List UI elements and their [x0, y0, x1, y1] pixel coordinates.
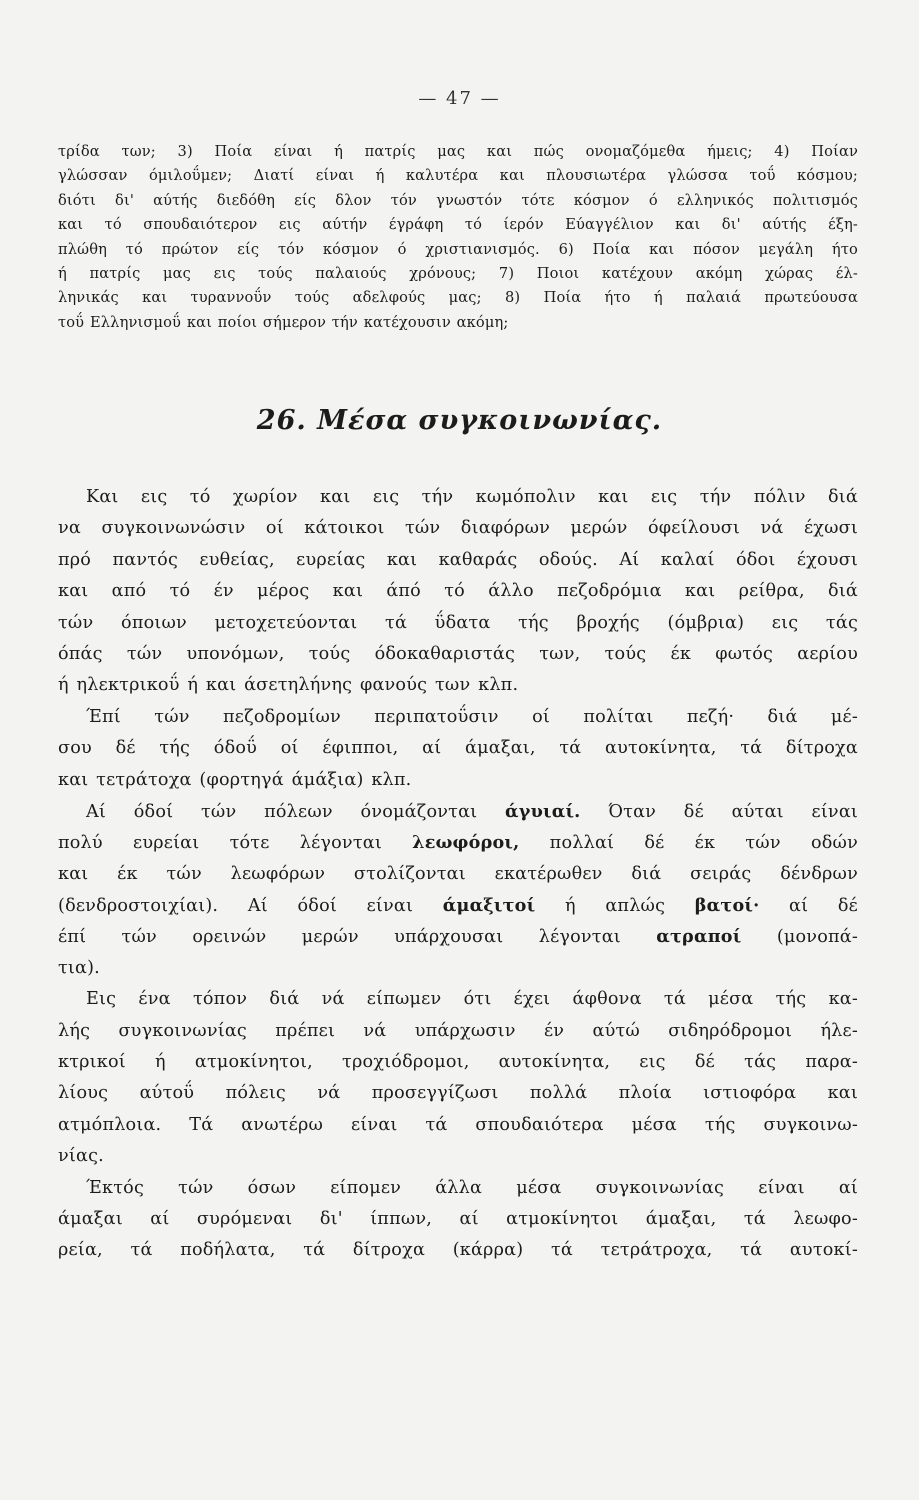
text-line	[58, 545, 858, 576]
text-segment: έπί τών ορεινών μερών υπάρχουσαι λέγονται	[58, 927, 657, 948]
text-line	[58, 733, 858, 764]
text-segment: να συγκοινωνώσιν οί κάτοικοι τών διαφόρων μερών όφείλουσι νά έχωσι	[58, 518, 858, 539]
text-line	[58, 1173, 858, 1204]
text-line: πλώθη τό πρώτον είς τόν κόσμον ό χριστιανισμός. 6) Ποία και πόσον μεγάλη ήτο	[58, 240, 858, 258]
text-line	[58, 1235, 858, 1266]
text-segment: ή ηλεκτρικοΰ ή και άσετηλήνης φανούς των κλπ.	[58, 675, 519, 696]
text-line	[58, 608, 858, 639]
text-line: ή πατρίς μας εις τούς παλαιούς χρόνους; 7) Ποιοι κατέχουν ακόμη χώρας έλ-	[58, 264, 858, 282]
text-line	[58, 827, 858, 858]
section-body-text	[58, 482, 858, 1267]
bold-term: άμαξιτοί	[442, 895, 536, 917]
text-line	[58, 1110, 858, 1141]
text-segment: πολλαί δέ έκ τών οδών	[519, 833, 858, 854]
text-line: τρίδα των; 3) Ποία είναι ή πατρίς μας και πώς ονομαζόμεθα ήμεις; 4) Ποίαν	[58, 143, 858, 160]
text-segment: ατμόπλοια. Τά ανωτέρω είναι τά σπουδαιότερα μέσα τής συγκοινω-	[58, 1114, 858, 1135]
text-line: γλώσσαν όμιλοΰμεν; Διατί είναι ή καλυτέρα και πλουσιωτέρα γλώσσα τοΰ κόσμου;	[58, 167, 858, 185]
text-segment: κτρικοί ή ατμοκίνητοι, τροχιόδρομοι, αυτοκίνητα, εις δέ τάς παρα-	[58, 1052, 858, 1073]
bold-term: άγυιαί.	[505, 800, 581, 822]
page-number: — 47 —	[418, 88, 501, 109]
bold-term: λεωφόροι,	[412, 832, 520, 854]
text-line: και τό σπουδαιότερον εις αύτήν έγράφη τό ίερόν Εύαγγέλιον και δι' αύτής έξη-	[58, 216, 858, 234]
text-line	[58, 921, 858, 952]
text-segment: όπάς τών υπονόμων, τούς όδοκαθαριστάς των, τούς έκ φωτός αερίου	[58, 643, 858, 664]
text-segment: (δενδροστοιχίαι). Αί όδοί είναι	[58, 896, 443, 917]
text-segment: ρεία, τά ποδήλατα, τά δίτροχα (κάρρα) τά τετράτροχα, τά αυτοκί-	[58, 1240, 858, 1261]
bold-term: βατοί·	[694, 895, 760, 917]
text-line	[58, 1141, 858, 1172]
text-line	[58, 482, 858, 513]
text-line	[58, 1078, 858, 1109]
text-segment: πολύ ευρείαι τότε λέγονται	[58, 833, 413, 854]
text-line: διότι δι' αύτής διεδόθη είς δλον τόν γνωστόν τότε κόσμον ό ελληνικός πολιτισμός	[58, 191, 858, 209]
text-line	[58, 890, 858, 921]
text-line	[58, 1016, 858, 1047]
text-line	[58, 702, 858, 733]
text-line	[58, 1204, 858, 1235]
text-line	[58, 639, 858, 670]
text-line	[58, 576, 858, 607]
text-segment: τών όποιων μετοχετεύονται τά ΰδατα τής βροχής (όμβρια) εις τάς	[58, 612, 858, 633]
text-line: ληνικάς και τυραννοΰν τούς αδελφούς μας; 8) Ποία ήτο ή παλαιά πρωτεύουσα	[58, 289, 858, 307]
bold-term: ατραποί	[656, 926, 742, 948]
text-segment: και έκ τών λεωφόρων στολίζονται εκατέρωθεν διά σειράς δένδρων	[58, 863, 858, 884]
section-heading: 26. Μέσα συγκοινωνίας.	[256, 405, 663, 436]
text-segment: Και εις τό χωρίον και εις τήν κωμόπολιν και εις τήν πόλιν διά	[86, 487, 858, 507]
text-line	[58, 1047, 858, 1078]
text-line: τοΰ Ελληνισμοΰ και ποίοι σήμερον τήν κατέχουσιν ακόμη;	[58, 313, 509, 331]
text-segment: άμαξαι αί συρόμεναι δι' ίππων, αί ατμοκίνητοι άμαξαι, τά λεωφο-	[58, 1208, 858, 1229]
text-segment: πρό παντός ευθείας, ευρείας και καθαράς οδούς. Αί καλαί όδοι έχουσι	[58, 549, 858, 570]
text-line	[58, 796, 858, 827]
text-segment: Αί όδοί τών πόλεων όνομάζονται	[86, 801, 506, 822]
text-line	[58, 670, 858, 701]
text-segment: Όταν δέ αύται είναι	[580, 801, 858, 822]
text-line	[58, 953, 858, 984]
text-line	[58, 513, 858, 544]
text-segment: λίους αύτοΰ πόλεις νά προσεγγίζωσι πολλά πλοία ιστιοφόρα και	[58, 1083, 858, 1104]
text-segment: νίας.	[58, 1146, 104, 1167]
text-segment: σου δέ τής όδοΰ οί έφιπποι, αί άμαξαι, τά αυτοκίνητα, τά δίτροχα	[58, 738, 858, 759]
text-segment: τια).	[58, 957, 100, 978]
text-segment: και τετράτοχα (φορτηγά άμάξια) κλπ.	[58, 769, 412, 790]
text-segment: (μονοπά-	[741, 927, 858, 948]
text-segment: Έκτός τών όσων είπομεν άλλα μέσα συγκοινωνίας είναι αί	[86, 1177, 858, 1198]
text-line	[58, 765, 858, 796]
intro-questions-paragraph	[58, 140, 858, 335]
text-segment: και από τό έν μέρος και άπό τό άλλο πεζοδρόμια και ρείθρα, διά	[58, 581, 858, 602]
text-segment: λής συγκοινωνίας πρέπει νά υπάρχωσιν έν αύτώ σιδηρόδρομοι ήλε-	[58, 1020, 858, 1041]
text-line	[58, 859, 858, 890]
text-segment: Εις ένα τόπον διά νά είπωμεν ότι έχει άφθονα τά μέσα τής κα-	[86, 989, 858, 1010]
text-line	[58, 984, 858, 1015]
text-segment: ή απλώς	[535, 896, 695, 917]
text-segment: αί δέ	[759, 896, 858, 917]
text-segment: Έπί τών πεζοδρομίων περιπατοΰσιν οί πολίται πεζή· διά μέ-	[86, 706, 858, 727]
